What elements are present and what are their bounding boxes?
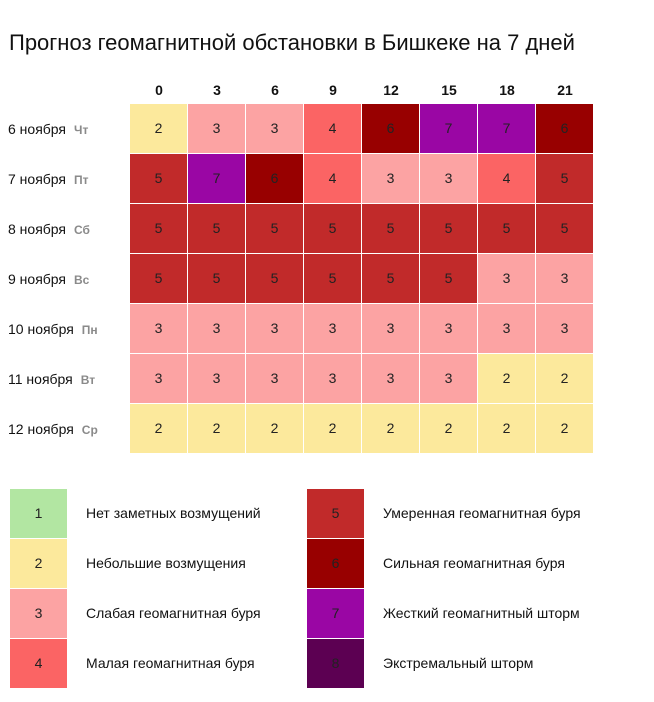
row-label bbox=[8, 404, 98, 454]
forecast-grid bbox=[130, 104, 594, 458]
heatmap-cell: 3 bbox=[420, 354, 477, 403]
heatmap-cell: 5 bbox=[304, 204, 361, 253]
row-weekday: Пн bbox=[81, 323, 98, 337]
heatmap-cell: 7 bbox=[478, 104, 535, 153]
heatmap-cell: 2 bbox=[536, 404, 593, 453]
heatmap-cell: 2 bbox=[130, 104, 187, 153]
row-weekday: Вс bbox=[74, 273, 90, 287]
heatmap-cell: 5 bbox=[246, 254, 303, 303]
hour-label: 9 bbox=[329, 82, 337, 98]
heatmap-cell: 5 bbox=[130, 254, 187, 303]
legend-label: Умеренная геомагнитная буря bbox=[383, 505, 581, 521]
heatmap-cell: 6 bbox=[362, 104, 419, 153]
hour-axis bbox=[130, 80, 594, 100]
heatmap-cell: 3 bbox=[362, 304, 419, 353]
heatmap-cell: 3 bbox=[304, 304, 361, 353]
row-date: 7 ноября bbox=[8, 171, 67, 187]
heatmap-cell: 7 bbox=[420, 104, 477, 153]
heatmap-cell: 2 bbox=[246, 404, 303, 453]
heatmap-cell: 5 bbox=[478, 204, 535, 253]
row-label bbox=[8, 204, 90, 254]
row-label bbox=[8, 154, 89, 204]
hour-label: 15 bbox=[441, 82, 457, 98]
row-date: 10 ноября bbox=[8, 321, 74, 337]
heatmap-cell: 3 bbox=[188, 304, 245, 353]
hour-label: 0 bbox=[155, 82, 163, 98]
legend-swatch: 7 bbox=[307, 589, 364, 638]
legend-swatch: 8 bbox=[307, 639, 364, 688]
heatmap-cell: 3 bbox=[420, 304, 477, 353]
date-axis bbox=[0, 104, 130, 458]
heatmap-cell: 3 bbox=[536, 304, 593, 353]
legend-swatch: 3 bbox=[10, 589, 67, 638]
heatmap-cell: 4 bbox=[304, 154, 361, 203]
heatmap-cell: 3 bbox=[246, 104, 303, 153]
heatmap-cell: 5 bbox=[362, 254, 419, 303]
heatmap-cell: 3 bbox=[420, 154, 477, 203]
row-weekday: Сб bbox=[74, 223, 90, 237]
legend-swatch: 6 bbox=[307, 539, 364, 588]
row-label bbox=[8, 254, 89, 304]
legend-label: Жесткий геомагнитный шторм bbox=[383, 605, 580, 621]
heatmap-cell: 2 bbox=[130, 404, 187, 453]
heatmap-cell: 3 bbox=[478, 254, 535, 303]
heatmap-cell: 3 bbox=[246, 354, 303, 403]
heatmap-cell: 6 bbox=[536, 104, 593, 153]
heatmap-cell: 2 bbox=[536, 354, 593, 403]
heatmap-cell: 5 bbox=[130, 154, 187, 203]
legend-label: Сильная геомагнитная буря bbox=[383, 555, 565, 571]
row-label bbox=[8, 104, 88, 154]
heatmap-cell: 5 bbox=[420, 204, 477, 253]
legend-swatch: 5 bbox=[307, 489, 364, 538]
hour-label: 3 bbox=[213, 82, 221, 98]
hour-label: 21 bbox=[557, 82, 573, 98]
legend-swatch: 1 bbox=[10, 489, 67, 538]
heatmap-cell: 3 bbox=[536, 254, 593, 303]
heatmap-cell: 5 bbox=[362, 204, 419, 253]
legend-label: Нет заметных возмущений bbox=[86, 505, 261, 521]
row-label bbox=[8, 304, 98, 354]
heatmap-cell: 2 bbox=[478, 354, 535, 403]
heatmap-cell: 3 bbox=[362, 154, 419, 203]
heatmap-cell: 3 bbox=[188, 354, 245, 403]
heatmap-cell: 2 bbox=[420, 404, 477, 453]
legend-label: Слабая геомагнитная буря bbox=[86, 605, 261, 621]
heatmap-cell: 3 bbox=[478, 304, 535, 353]
heatmap-cell: 2 bbox=[188, 404, 245, 453]
row-date: 11 ноября bbox=[8, 371, 73, 387]
row-date: 8 ноября bbox=[8, 221, 67, 237]
legend-swatch: 4 bbox=[10, 639, 67, 688]
row-date: 6 ноября bbox=[8, 121, 67, 137]
heatmap-cell: 5 bbox=[536, 154, 593, 203]
hour-label: 12 bbox=[383, 82, 399, 98]
hour-label: 18 bbox=[499, 82, 515, 98]
row-weekday: Пт bbox=[74, 173, 89, 187]
heatmap-cell: 5 bbox=[420, 254, 477, 303]
heatmap-cell: 4 bbox=[478, 154, 535, 203]
heatmap-cell: 5 bbox=[188, 204, 245, 253]
heatmap-cell: 3 bbox=[304, 354, 361, 403]
legend-label: Экстремальный шторм bbox=[383, 655, 534, 671]
row-weekday: Ср bbox=[81, 423, 98, 437]
legend bbox=[10, 489, 630, 693]
heatmap-cell: 3 bbox=[188, 104, 245, 153]
heatmap-cell: 5 bbox=[188, 254, 245, 303]
heatmap-cell: 2 bbox=[304, 404, 361, 453]
heatmap-cell: 3 bbox=[130, 304, 187, 353]
hour-label: 6 bbox=[271, 82, 279, 98]
legend-label: Небольшие возмущения bbox=[86, 555, 246, 571]
heatmap-cell: 5 bbox=[536, 204, 593, 253]
heatmap-cell: 4 bbox=[304, 104, 361, 153]
heatmap-cell: 2 bbox=[362, 404, 419, 453]
heatmap-cell: 2 bbox=[478, 404, 535, 453]
heatmap-cell: 5 bbox=[304, 254, 361, 303]
heatmap-cell: 3 bbox=[246, 304, 303, 353]
row-date: 12 ноября bbox=[8, 421, 74, 437]
legend-swatch: 2 bbox=[10, 539, 67, 588]
row-weekday: Вт bbox=[80, 373, 96, 387]
heatmap-cell: 3 bbox=[362, 354, 419, 403]
heatmap-cell: 5 bbox=[130, 204, 187, 253]
heatmap-cell: 7 bbox=[188, 154, 245, 203]
heatmap-cell: 5 bbox=[246, 204, 303, 253]
legend-label: Малая геомагнитная буря bbox=[86, 655, 255, 671]
row-date: 9 ноября bbox=[8, 271, 67, 287]
heatmap-cell: 3 bbox=[130, 354, 187, 403]
chart-title: Прогноз геомагнитной обстановки в Бишкеке на 7 дней bbox=[9, 30, 575, 55]
row-weekday: Чт bbox=[74, 123, 89, 137]
row-label bbox=[8, 354, 95, 404]
heatmap-cell: 6 bbox=[246, 154, 303, 203]
